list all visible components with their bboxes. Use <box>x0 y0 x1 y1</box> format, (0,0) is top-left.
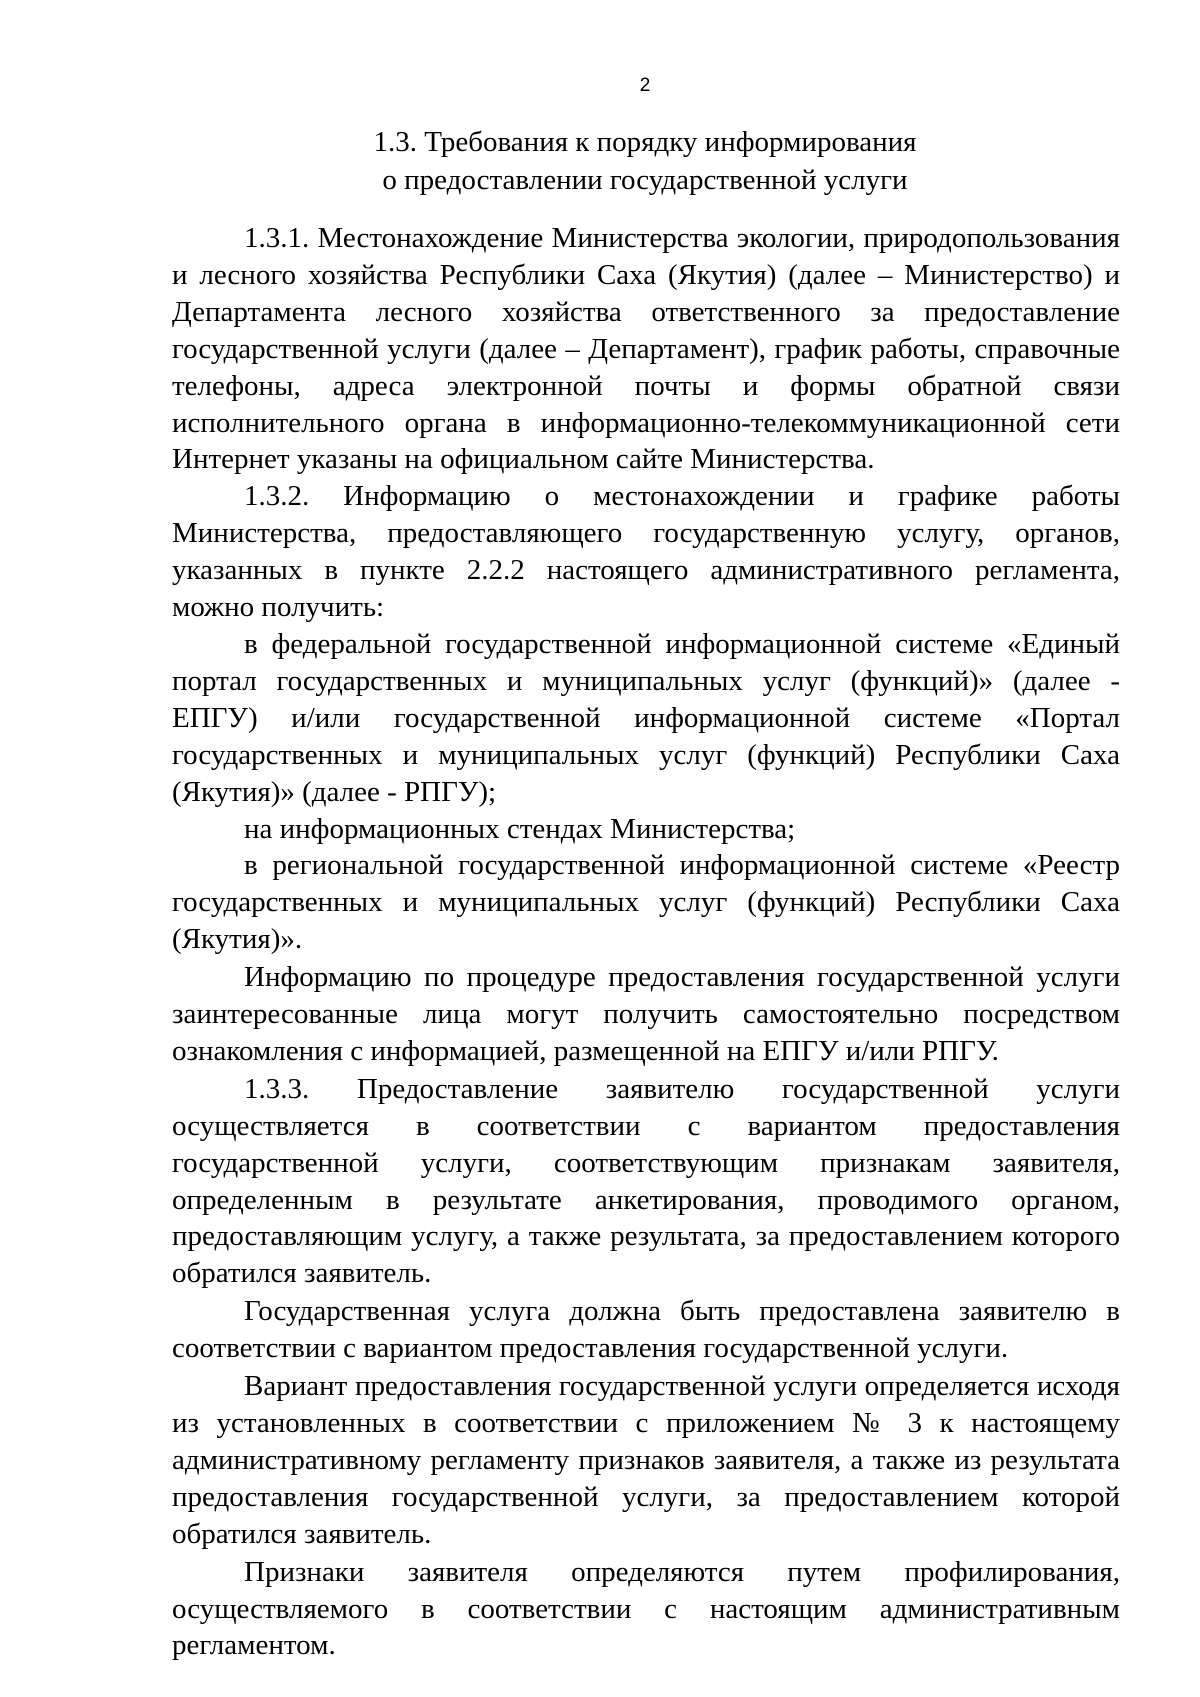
paragraph-applicant-profiling: Признаки заявителя определяются путем профилирования, осуществляемого в соответствии с настоящим административным регламентом. <box>172 1555 1120 1662</box>
document-body <box>172 220 1120 1664</box>
paragraph-1-3-2: 1.3.2. Информацию о местонахождении и графике работы Министерства, предоставляющего государственную услугу, органов, указанных в пункте 2.2.2 настоящего административного регламента, можно получить: <box>172 480 1120 624</box>
paragraph-epgu-rpgu: в федеральной государственной информационной системе «Единый портал государственных и муниципальных услуг (функций)» (далее - ЕПГУ) и/или государственной информационной системе «Портал государственных и муниципальных услуг (функций) Республики Саха (Якутия)» (далее - РПГУ); <box>172 627 1120 808</box>
paragraph-info-stands: на информационных стендах Министерства; <box>244 812 796 845</box>
page-number: 2 <box>639 75 651 96</box>
paragraph-1-3-3: 1.3.3. Предоставление заявителю государственной услуги осуществляется в соответствии с вариантом предоставления государственной услуги, соответствующим признакам заявителя, определенным в результате анкетирования, проводимого органом, предоставляющим услугу, а также результата, за предоставлением которого обратился заявитель. <box>172 1072 1120 1290</box>
paragraph-procedure-info: Информацию по процедуре предоставления государственной услуги заинтересованные лица могут получить самостоятельно посредством ознакомления с информацией, размещенной на ЕПГУ и/или РПГУ. <box>172 961 1120 1067</box>
paragraph-service-variant: Государственная услуга должна быть предоставлена заявителю в соответствии с вариантом предоставления государственной услуги. <box>172 1295 1120 1365</box>
section-heading-line-1: 1.3. Требования к порядку информирования <box>373 126 917 158</box>
paragraph-regional-registry: в региональной государственной информационной системе «Реестр государственных и муниципальных услуг (функций) Республики Саха (Якутия)». <box>172 849 1120 956</box>
section-heading-line-2: о предоставлении государственной услуги <box>382 164 908 196</box>
section-heading <box>170 123 1120 199</box>
paragraph-variant-determination: Вариант предоставления государственной услуги определяется исходя из установленных в соответствии с приложением № 3 к настоящему административному регламенту признаков заявителя, а также из результата предоставления государственной услуги, за предоставлением которой обратился заявитель. <box>172 1370 1120 1550</box>
paragraph-1-3-1: 1.3.1. Местонахождение Министерства экологии, природопользования и лесного хозяйства Республики Саха (Якутия) (далее – Министерство) и Департамента лесного хозяйства ответственного за предоставление государственной услуги (далее – Департамент), график работы, справочные телефоны, адреса электронной почты и формы обратной связи исполнительного органа в информационно-телекоммуникационной сети Интернет указаны на официальном сайте Министерства. <box>172 222 1120 476</box>
